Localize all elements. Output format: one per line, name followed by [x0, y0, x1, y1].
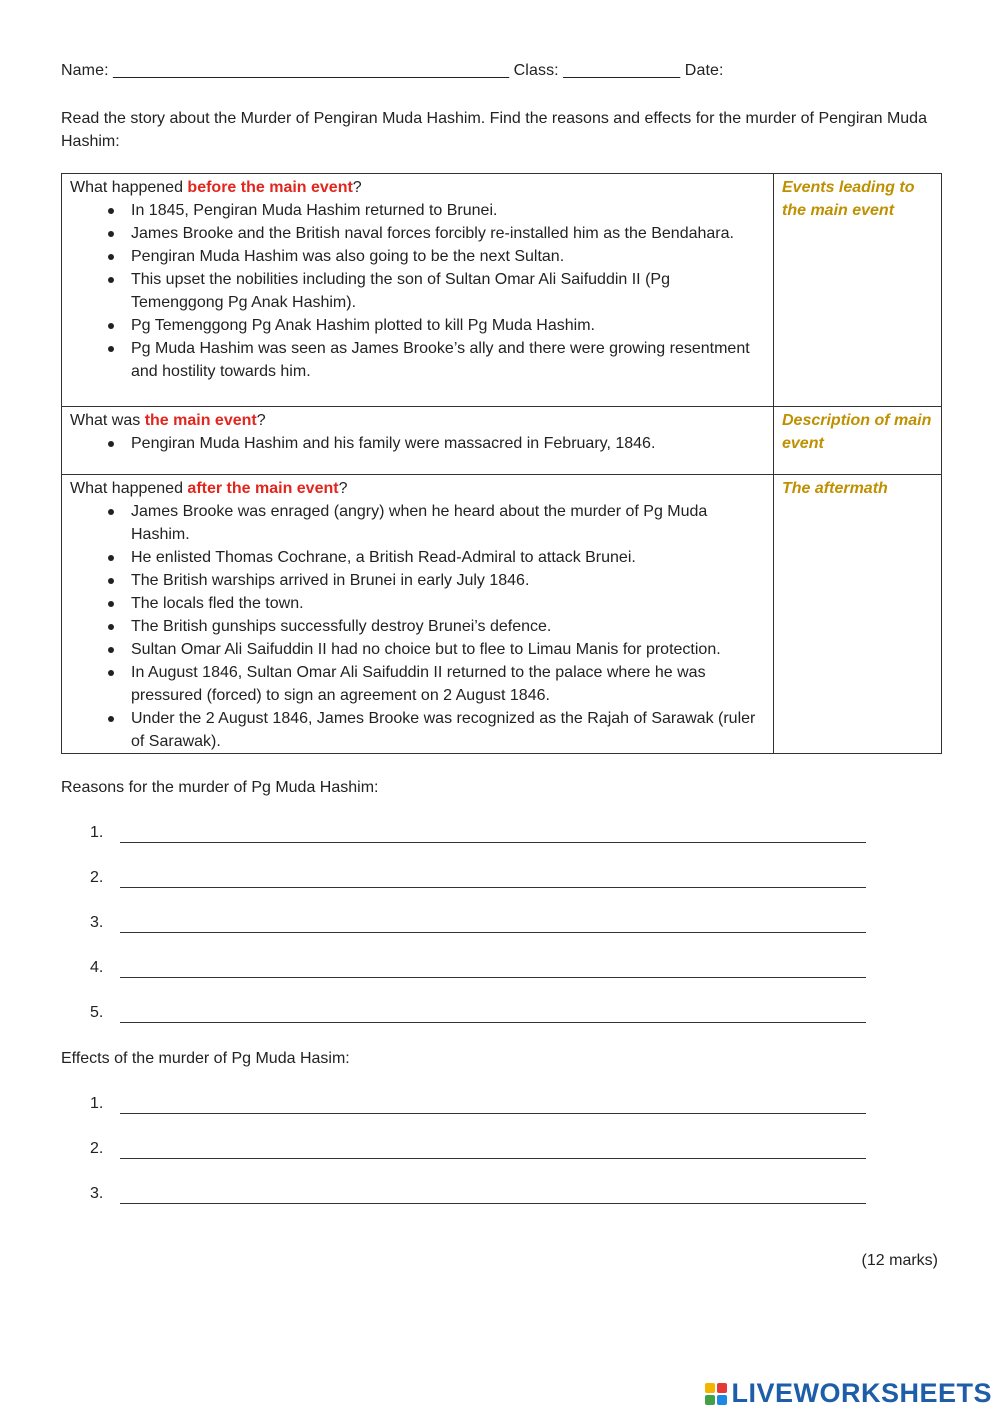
logo-grid-icon — [705, 1383, 727, 1405]
after-q-prefix: What happened — [70, 480, 188, 497]
before-row — [62, 174, 942, 407]
before-bullet-item: Pengiran Muda Hashim was also going to be the next Sultan. — [70, 245, 765, 268]
class-label: Class: — [513, 62, 559, 79]
reason-answer-2[interactable] — [120, 887, 866, 888]
before-bullet-item: Pg Temenggong Pg Anak Hashim plotted to kill Pg Muda Hashim. — [70, 314, 765, 337]
after-cell — [62, 475, 774, 754]
before-bullet-item: Pg Muda Hashim was seen as James Brooke’s ally and there were growing resentment and hostility towards him. — [70, 337, 765, 383]
before-cell — [62, 174, 774, 407]
before-bullet-item: In 1845, Pengiran Muda Hashim returned to Brunei. — [70, 199, 765, 222]
reason-answer-4[interactable] — [120, 977, 866, 978]
after-q-highlight: after the main event — [187, 480, 339, 497]
before-q-highlight: before the main event — [187, 179, 353, 196]
main-side-label: Description of main event — [774, 407, 942, 475]
after-bullets — [70, 500, 765, 753]
before-q-suffix: ? — [352, 179, 362, 196]
instructions: Read the story about the Murder of Pengiran Muda Hashim. Find the reasons and effects for the murder of Pengiran Muda Hashim: — [61, 110, 927, 150]
after-bullet-item: In August 1846, Sultan Omar Ali Saifuddin II returned to the palace where he was pressured (forced) to sign an agreement on 2 August 1846. — [70, 661, 765, 707]
reason-number-4: 4. — [90, 959, 104, 976]
before-side-label: Events leading to the main event — [774, 174, 942, 407]
main-question — [70, 409, 765, 432]
main-q-highlight: the main event — [144, 412, 257, 429]
name-label: Name: — [61, 62, 109, 79]
reason-number-1: 1. — [90, 824, 104, 841]
reason-answer-3[interactable] — [120, 932, 866, 933]
name-field[interactable]: ____________________________________________ — [113, 62, 510, 79]
after-q-suffix: ? — [338, 480, 348, 497]
main-bullet-item: Pengiran Muda Hashim and his family were massacred in February, 1846. — [70, 432, 765, 455]
effects-heading: Effects of the murder of Pg Muda Hasim: — [61, 1050, 350, 1067]
main-bullets — [70, 432, 765, 455]
after-row — [62, 475, 942, 754]
reasons-heading: Reasons for the murder of Pg Muda Hashim: — [61, 779, 379, 796]
main-q-prefix: What was — [70, 412, 145, 429]
before-bullet-item: James Brooke and the British naval forces forcibly re-installed him as the Bendahara. — [70, 222, 765, 245]
main-q-suffix: ? — [256, 412, 266, 429]
before-question — [70, 176, 765, 199]
logo-square-4 — [717, 1395, 727, 1405]
after-bullet-item: He enlisted Thomas Cochrane, a British Read-Admiral to attack Brunei. — [70, 546, 765, 569]
student-info-line — [61, 62, 724, 80]
reason-number-5: 5. — [90, 1004, 104, 1021]
effect-number-1: 1. — [90, 1095, 104, 1112]
logo-square-2 — [717, 1383, 727, 1393]
reason-answer-5[interactable] — [120, 1022, 866, 1023]
reason-number-2: 2. — [90, 869, 104, 886]
effect-answer-3[interactable] — [120, 1203, 866, 1204]
date-label: Date: — [684, 62, 724, 79]
before-bullets — [70, 199, 765, 383]
liveworksheets-logo — [705, 1378, 992, 1409]
after-side-label: The aftermath — [774, 475, 942, 754]
reason-number-3: 3. — [90, 914, 104, 931]
after-question — [70, 477, 765, 500]
after-bullet-item: Sultan Omar Ali Saifuddin II had no choice but to flee to Limau Manis for protection. — [70, 638, 765, 661]
effect-answer-2[interactable] — [120, 1158, 866, 1159]
after-bullet-item: The British warships arrived in Brunei in early July 1846. — [70, 569, 765, 592]
after-bullet-item: The British gunships successfully destroy Brunei’s defence. — [70, 615, 765, 638]
effect-number-3: 3. — [90, 1185, 104, 1202]
before-q-prefix: What happened — [70, 179, 188, 196]
effect-number-2: 2. — [90, 1140, 104, 1157]
reason-answer-1[interactable] — [120, 842, 866, 843]
total-marks: (12 marks) — [861, 1252, 938, 1269]
logo-text: LIVEWORKSHEETS — [731, 1378, 992, 1408]
after-bullet-item: The locals fled the town. — [70, 592, 765, 615]
effect-answer-1[interactable] — [120, 1113, 866, 1114]
main-cell — [62, 407, 774, 475]
after-bullet-item: Under the 2 August 1846, James Brooke was recognized as the Rajah of Sarawak (ruler of Sarawak). — [70, 707, 765, 753]
logo-square-1 — [705, 1383, 715, 1393]
after-bullet-item: James Brooke was enraged (angry) when he heard about the murder of Pg Muda Hashim. — [70, 500, 765, 546]
class-field[interactable]: _____________ — [563, 62, 681, 79]
logo-square-3 — [705, 1395, 715, 1405]
before-bullet-item: This upset the nobilities including the son of Sultan Omar Ali Saifuddin II (Pg Temenggong Pg Anak Hashim). — [70, 268, 765, 314]
events-table — [61, 173, 942, 754]
main-row — [62, 407, 942, 475]
